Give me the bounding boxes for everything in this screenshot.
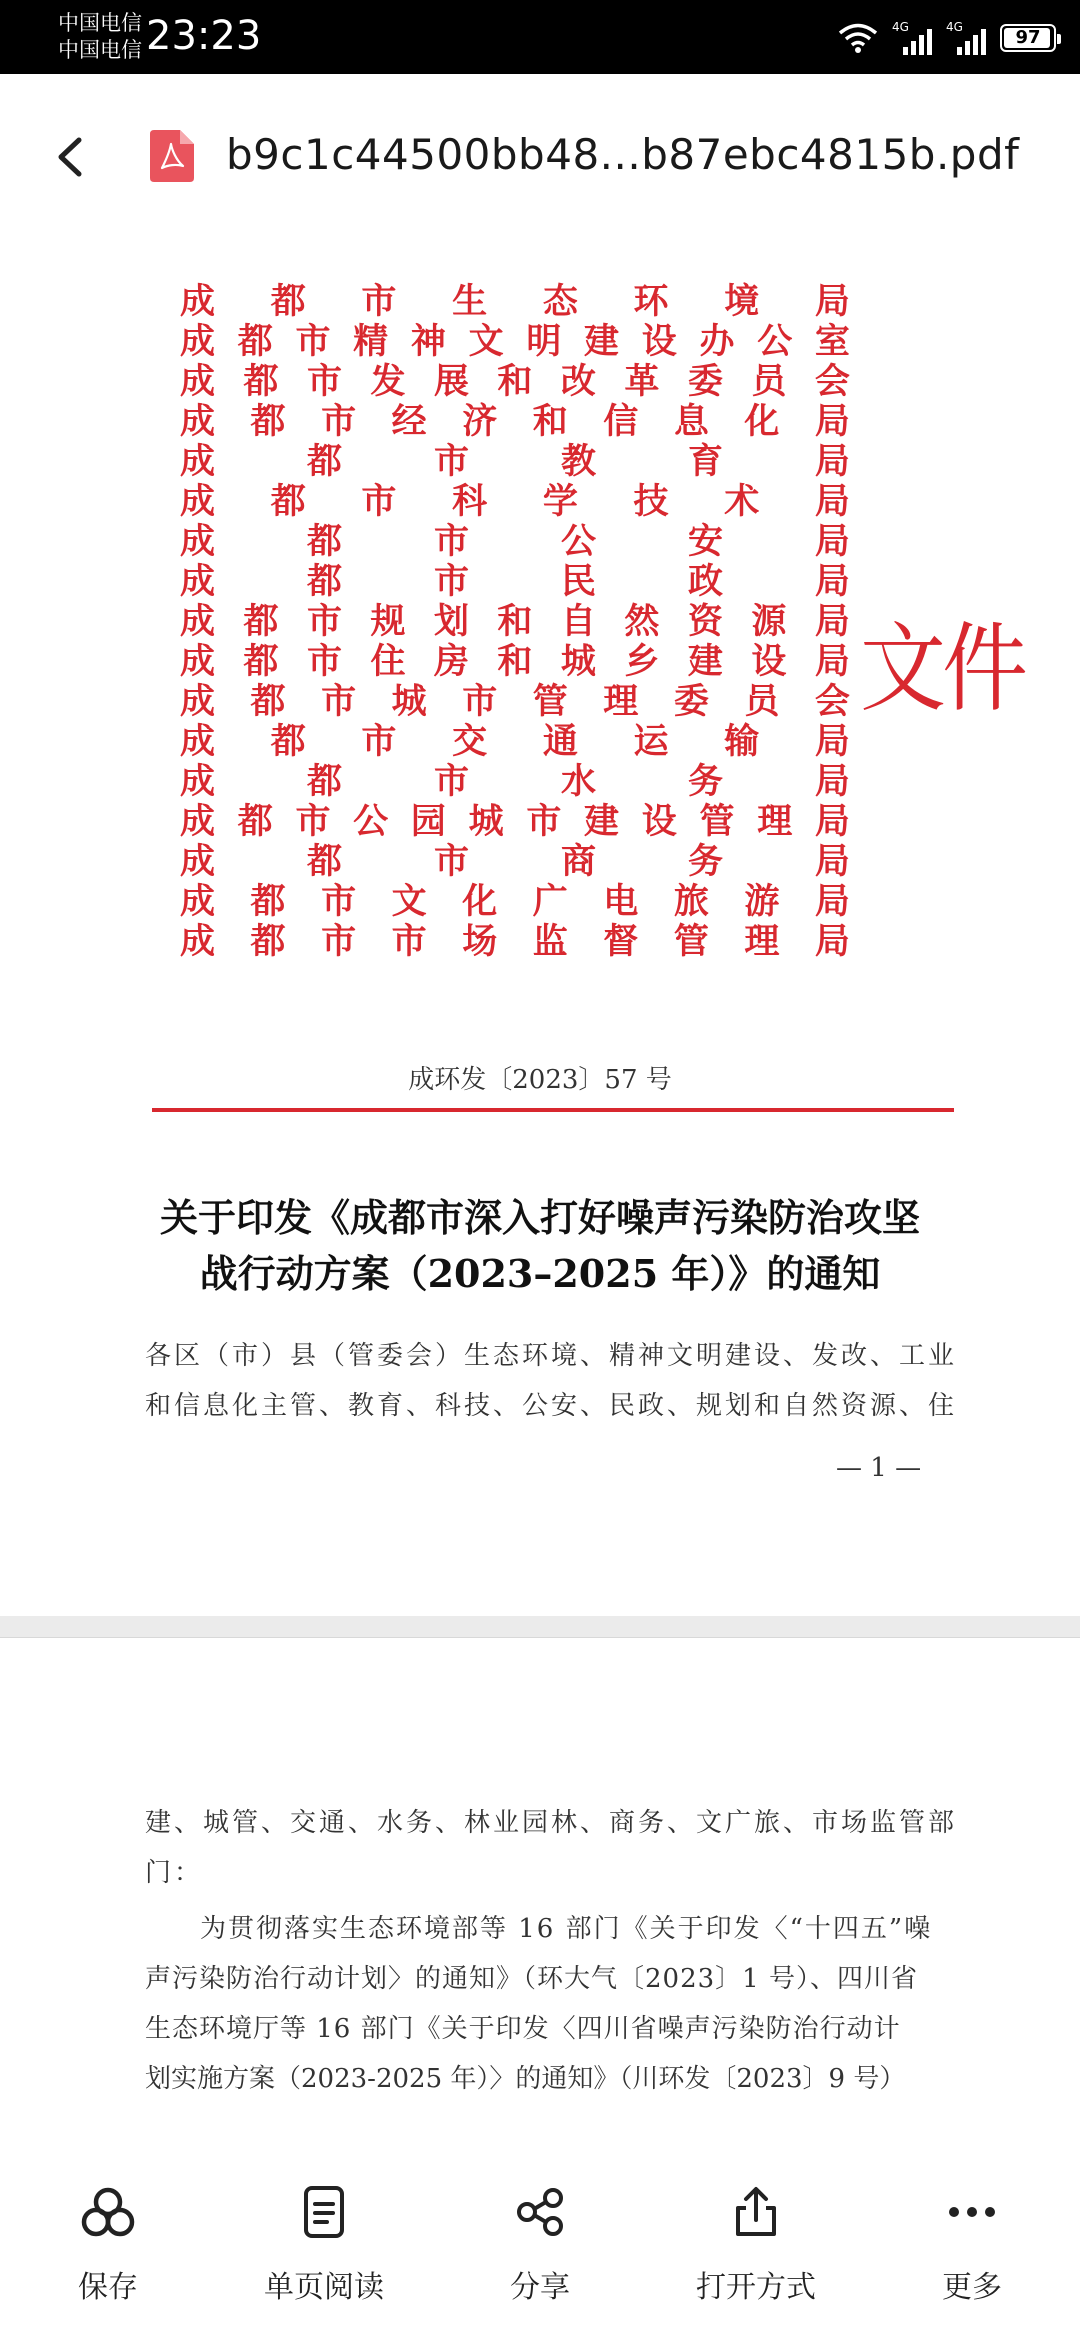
issuer-char: 成 [180,681,216,722]
issuer-char: 自 [560,601,596,642]
issuer-row [180,802,850,842]
issuer-char: 局 [814,521,850,562]
issuing-agencies [180,282,850,962]
issuer-char: 术 [724,481,760,522]
body-line: 门： [145,1858,204,1888]
page-icon [294,2182,354,2242]
issuer-char: 交 [452,721,488,762]
body-line: 划实施方案（2023-2025 年）〉的通知》（川环发〔2023〕9 号） [145,2064,906,2094]
issuer-char: 督 [603,921,639,962]
issuer-char: 局 [814,721,850,762]
issuer-row [180,442,850,482]
issuer-row [180,882,850,922]
title-bar [0,74,1080,240]
carrier-2: 中国电信 [58,38,142,62]
body-line: 声污染防治行动计划〉的通知》（环大气〔2023〕1 号）、四川省 [145,1964,918,1994]
issuer-char: 局 [814,761,850,802]
save-icon [78,2182,138,2242]
issuer-char: 园 [410,801,446,842]
issuer-char: 广 [532,881,568,922]
issuer-char: 办 [699,321,735,362]
body-line: 和信息化主管、教育、科技、公安、民政、规划和自然资源、住 [145,1391,958,1421]
issuer-row [180,682,850,722]
issuer-char: 都 [270,281,306,322]
issuer-char: 市 [526,801,562,842]
issuer-row [180,842,850,882]
issuer-row [180,642,850,682]
issuer-char: 旅 [673,881,709,922]
issuer-char: 局 [814,481,850,522]
issuer-char: 都 [306,761,342,802]
status-bar [0,0,1080,74]
issuer-char: 都 [237,321,273,362]
issuer-char: 局 [814,881,850,922]
issuer-char: 会 [814,361,850,402]
issuer-char: 市 [321,681,357,722]
more-button[interactable] [864,2142,1080,2340]
issuer-char: 建 [584,321,620,362]
issuer-char: 环 [633,281,669,322]
single-page-label: 单页阅读 [264,2270,384,2305]
issuer-char: 管 [673,921,709,962]
issuer-char: 输 [724,721,760,762]
issuer-char: 成 [180,561,216,602]
issuer-row [180,722,850,762]
title-line-1: 关于印发《成都市深入打好噪声污染防治攻坚 [159,1195,920,1240]
issuer-char: 科 [452,481,488,522]
document-label: 文件 [860,613,1024,726]
issuer-char: 精 [353,321,389,362]
issuer-char: 成 [180,521,216,562]
issuer-char: 商 [560,841,596,882]
body-line: 建、城管、交通、水务、林业园林、商务、文广旅、市场监管部 [145,1808,958,1838]
issuer-char: 成 [180,441,216,482]
issuer-char: 都 [243,601,279,642]
issuer-char: 理 [757,801,793,842]
clock: 23:23 [146,13,262,59]
issuer-char: 设 [641,801,677,842]
issuer-char: 民 [560,561,596,602]
issuer-row [180,602,850,642]
issuer-char: 委 [687,361,723,402]
issuer-char: 员 [751,361,787,402]
more-label: 更多 [942,2270,1002,2305]
issuer-row [180,762,850,802]
body-line: 生态环境厅等 16 部门《关于印发〈四川省噪声污染防治行动计 [145,2014,901,2044]
issuer-char: 成 [180,841,216,882]
network-type-2: 4G [946,20,963,34]
pdf-page-1 [0,240,1080,1616]
open-with-icon [726,2182,786,2242]
issuer-char: 务 [687,841,723,882]
issuer-char: 务 [687,761,723,802]
issuer-char: 市 [391,921,427,962]
issuer-char: 通 [542,721,578,762]
issuer-char: 展 [433,361,469,402]
issuer-char: 理 [744,921,780,962]
issuer-char: 成 [180,281,216,322]
battery-level: 97 [1015,27,1041,48]
issuer-char: 都 [270,721,306,762]
issuer-char: 和 [497,361,533,402]
issuer-char: 局 [814,641,850,682]
issuer-row [180,482,850,522]
issuer-char: 成 [180,401,216,442]
issuer-char: 规 [370,601,406,642]
open-with-label: 打开方式 [696,2270,816,2305]
document-viewer[interactable] [0,240,1080,2142]
issuer-char: 管 [699,801,735,842]
issuer-char: 设 [751,641,787,682]
issuer-char: 成 [180,721,216,762]
issuer-char: 教 [560,441,596,482]
issuer-char: 运 [633,721,669,762]
issuer-char: 建 [584,801,620,842]
issuer-char: 市 [295,321,331,362]
issuer-char: 成 [180,761,216,802]
network-type-1: 4G [892,20,909,34]
issuer-char: 政 [687,561,723,602]
more-icon [942,2182,1002,2242]
issuer-char: 市 [433,441,469,482]
issuer-char: 都 [270,481,306,522]
issuer-char: 市 [433,561,469,602]
issuer-char: 生 [452,281,488,322]
issuer-char: 市 [306,601,342,642]
issuer-char: 管 [532,681,568,722]
issuer-char: 水 [560,761,596,802]
issuer-char: 市 [361,721,397,762]
document-title [120,1190,960,1302]
issuer-char: 室 [814,321,850,362]
issuer-row [180,562,850,602]
issuer-char: 市 [433,761,469,802]
issuer-char: 划 [433,601,469,642]
issuer-char: 和 [532,401,568,442]
issuer-char: 理 [603,681,639,722]
issuer-char: 文 [391,881,427,922]
issuer-row [180,402,850,442]
issuer-char: 神 [410,321,446,362]
issuer-char: 和 [497,601,533,642]
issuer-char: 学 [542,481,578,522]
issuer-row [180,282,850,322]
issuer-row [180,362,850,402]
issuer-char: 市 [321,921,357,962]
issuer-char: 局 [814,801,850,842]
issuer-char: 公 [757,321,793,362]
back-arrow-icon [46,124,96,190]
issuer-char: 成 [180,921,216,962]
issuer-char: 局 [814,841,850,882]
issuer-char: 员 [744,681,780,722]
issuer-char: 市 [462,681,498,722]
issuer-char: 成 [180,881,216,922]
issuer-char: 局 [814,441,850,482]
issuer-char: 济 [462,401,498,442]
back-button[interactable] [46,124,96,190]
issuer-char: 化 [744,401,780,442]
issuer-char: 局 [814,601,850,642]
body-line: 各区（市）县（管委会）生态环境、精神文明建设、发改、工业 [145,1341,958,1371]
signal-1-icon [892,21,932,55]
issuer-char: 境 [724,281,760,322]
issuer-char: 资 [687,601,723,642]
issuer-char: 市 [306,641,342,682]
single-page-reading-button[interactable] [216,2142,432,2340]
wifi-icon [838,22,878,54]
issuer-char: 革 [624,361,660,402]
issuer-char: 明 [526,321,562,362]
issuer-row [180,522,850,562]
battery-icon [1000,24,1056,52]
issuer-row [180,922,850,962]
issuer-char: 都 [250,881,286,922]
issuer-char: 乡 [624,641,660,682]
issuer-char: 经 [391,401,427,442]
issuer-char: 市 [361,481,397,522]
issuer-char: 态 [542,281,578,322]
issuer-char: 和 [497,641,533,682]
issuer-char: 市 [295,801,331,842]
issuer-char: 住 [370,641,406,682]
status-icons [838,18,1056,58]
issuer-char: 城 [391,681,427,722]
issuer-char: 市 [361,281,397,322]
issuer-char: 市 [306,361,342,402]
issuer-char: 都 [250,921,286,962]
issuer-char: 建 [687,641,723,682]
issuer-char: 文 [468,321,504,362]
issuer-char: 房 [433,641,469,682]
issuer-char: 成 [180,641,216,682]
issuer-char: 局 [814,921,850,962]
issuer-char: 电 [603,881,639,922]
issuer-char: 然 [624,601,660,642]
issuer-char: 游 [744,881,780,922]
issuer-char: 会 [814,681,850,722]
issuer-char: 技 [633,481,669,522]
issuer-char: 都 [306,441,342,482]
issuer-char: 局 [814,281,850,322]
save-label: 保存 [78,2270,138,2305]
issuer-char: 都 [306,521,342,562]
share-icon [510,2182,570,2242]
issuer-char: 局 [814,401,850,442]
bottom-toolbar [0,2142,1080,2340]
issuer-char: 都 [243,641,279,682]
red-divider [152,1108,954,1112]
issuer-char: 安 [687,521,723,562]
issuer-char: 监 [532,921,568,962]
share-button[interactable] [432,2142,648,2340]
issuer-char: 都 [306,841,342,882]
issuer-char: 局 [814,561,850,602]
issuer-char: 育 [687,441,723,482]
issuer-char: 公 [560,521,596,562]
issuer-char: 源 [751,601,787,642]
issuer-char: 市 [433,521,469,562]
issuer-char: 市 [433,841,469,882]
signal-2-icon [946,21,986,55]
issuer-char: 化 [462,881,498,922]
issuer-char: 成 [180,321,216,362]
page-number: — 1 — [836,1453,922,1483]
issuer-char: 成 [180,601,216,642]
issuer-char: 成 [180,801,216,842]
issuer-char: 发 [370,361,406,402]
issuer-row [180,322,850,362]
open-with-button[interactable] [648,2142,864,2340]
carrier-info [58,10,142,64]
carrier-1: 中国电信 [58,11,142,35]
issuer-char: 都 [306,561,342,602]
file-name: b9c1c44500bb48...b87ebc4815b.pdf [226,130,1020,179]
issuer-char: 信 [603,401,639,442]
issuer-char: 公 [353,801,389,842]
issuer-char: 成 [180,481,216,522]
issuer-char: 委 [673,681,709,722]
share-label: 分享 [510,2270,570,2305]
pdf-page-2 [0,1637,1080,2143]
issuer-char: 都 [243,361,279,402]
issuer-char: 都 [250,681,286,722]
issuer-char: 城 [468,801,504,842]
issuer-char: 场 [462,921,498,962]
issuer-char: 都 [250,401,286,442]
issuer-char: 都 [237,801,273,842]
issuer-char: 城 [560,641,596,682]
save-button[interactable] [0,2142,216,2340]
issuer-char: 成 [180,361,216,402]
body-line: 为贯彻落实生态环境部等 16 部门《关于印发〈“十四五”噪 [200,1914,933,1944]
issuer-char: 息 [673,401,709,442]
issuer-char: 市 [321,881,357,922]
issuer-char: 改 [560,361,596,402]
document-number: 成环发〔2023〕57 号 [408,1065,672,1095]
issuer-char: 设 [641,321,677,362]
pdf-file-icon [150,130,194,182]
issuer-char: 市 [321,401,357,442]
title-line-2: 战行动方案（2023–2025 年）》的通知 [199,1251,881,1296]
